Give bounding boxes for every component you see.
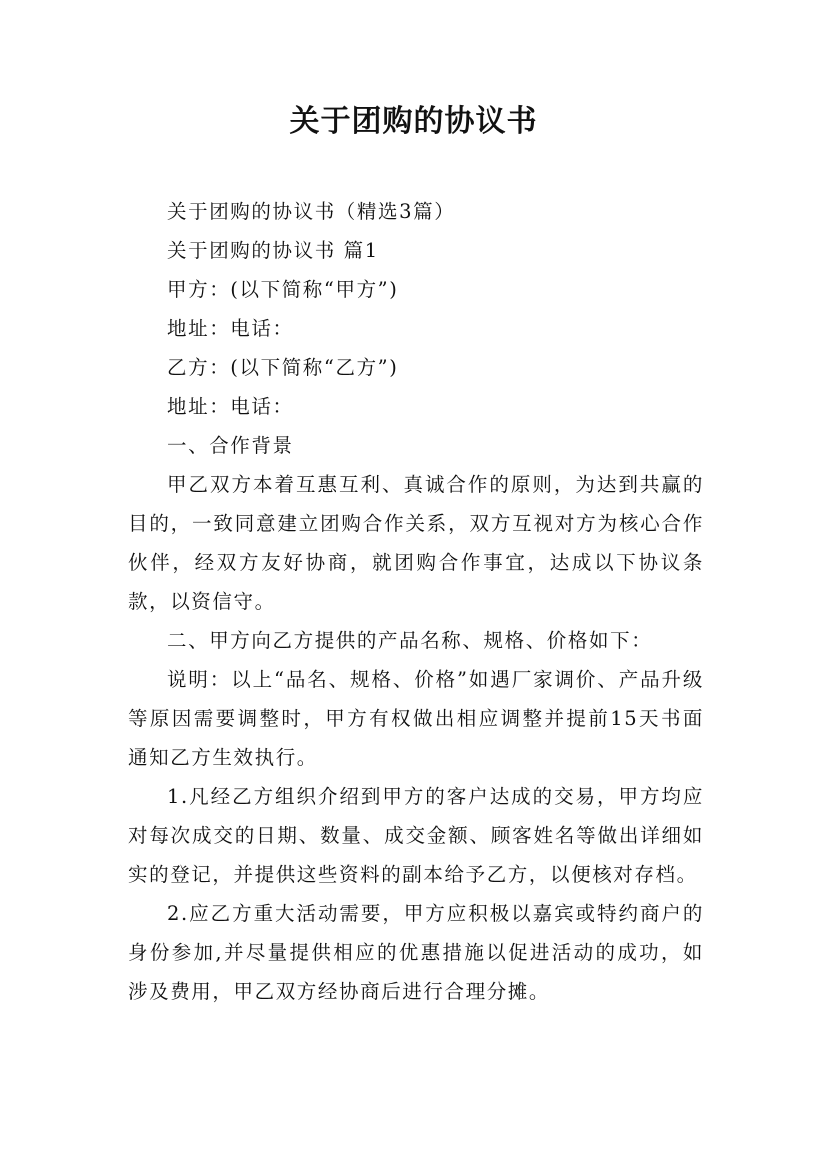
paragraph-party-a: 甲方：(以下简称“甲方”) — [167, 278, 399, 301]
paragraph-heading-background: 一、合作背景 — [167, 434, 294, 457]
paragraph-price-note: 说明：以上“品名、规格、价格”如遇厂家调价、产品升级等原因需要调整时，甲方有权做出相应调整并提前15天书面通知乙方生效执行。 — [128, 668, 704, 769]
paragraph-clause-2: 2.应乙方重大活动需要，甲方应积极以嘉宾或特约商户的身份参加,并尽量提供相应的优惠措施以促进活动的成功，如涉及费用，甲乙双方经协商后进行合理分摊。 — [128, 902, 704, 1003]
paragraph-party-a-address: 地址：电话： — [167, 317, 294, 340]
paragraph-clause-1: 1.凡经乙方组织介绍到甲方的客户达成的交易，甲方均应对每次成交的日期、数量、成交金额、顾客姓名等做出详细如实的登记，并提供这些资料的副本给予乙方，以便核对存档。 — [128, 785, 704, 886]
document-title: 关于团购的协议书 — [289, 104, 538, 139]
paragraph-background-text: 甲乙双方本着互惠互利、真诚合作的原则，为达到共赢的目的，一致同意建立团购合作关系，双方互视对方为核心合作伙伴，经双方友好协商，就团购合作事宜，达成以下协议条款，以资信守。 — [128, 473, 704, 613]
paragraph-party-b: 乙方：(以下简称“乙方”) — [167, 356, 399, 379]
document-body — [128, 192, 704, 1011]
paragraph-section-heading: 关于团购的协议书 篇1 — [167, 239, 379, 262]
paragraph-subtitle: 关于团购的协议书（精选3篇） — [167, 200, 456, 223]
paragraph-party-b-address: 地址：电话： — [167, 395, 294, 418]
paragraph-heading-products: 二、甲方向乙方提供的产品名称、规格、价格如下： — [167, 629, 653, 652]
